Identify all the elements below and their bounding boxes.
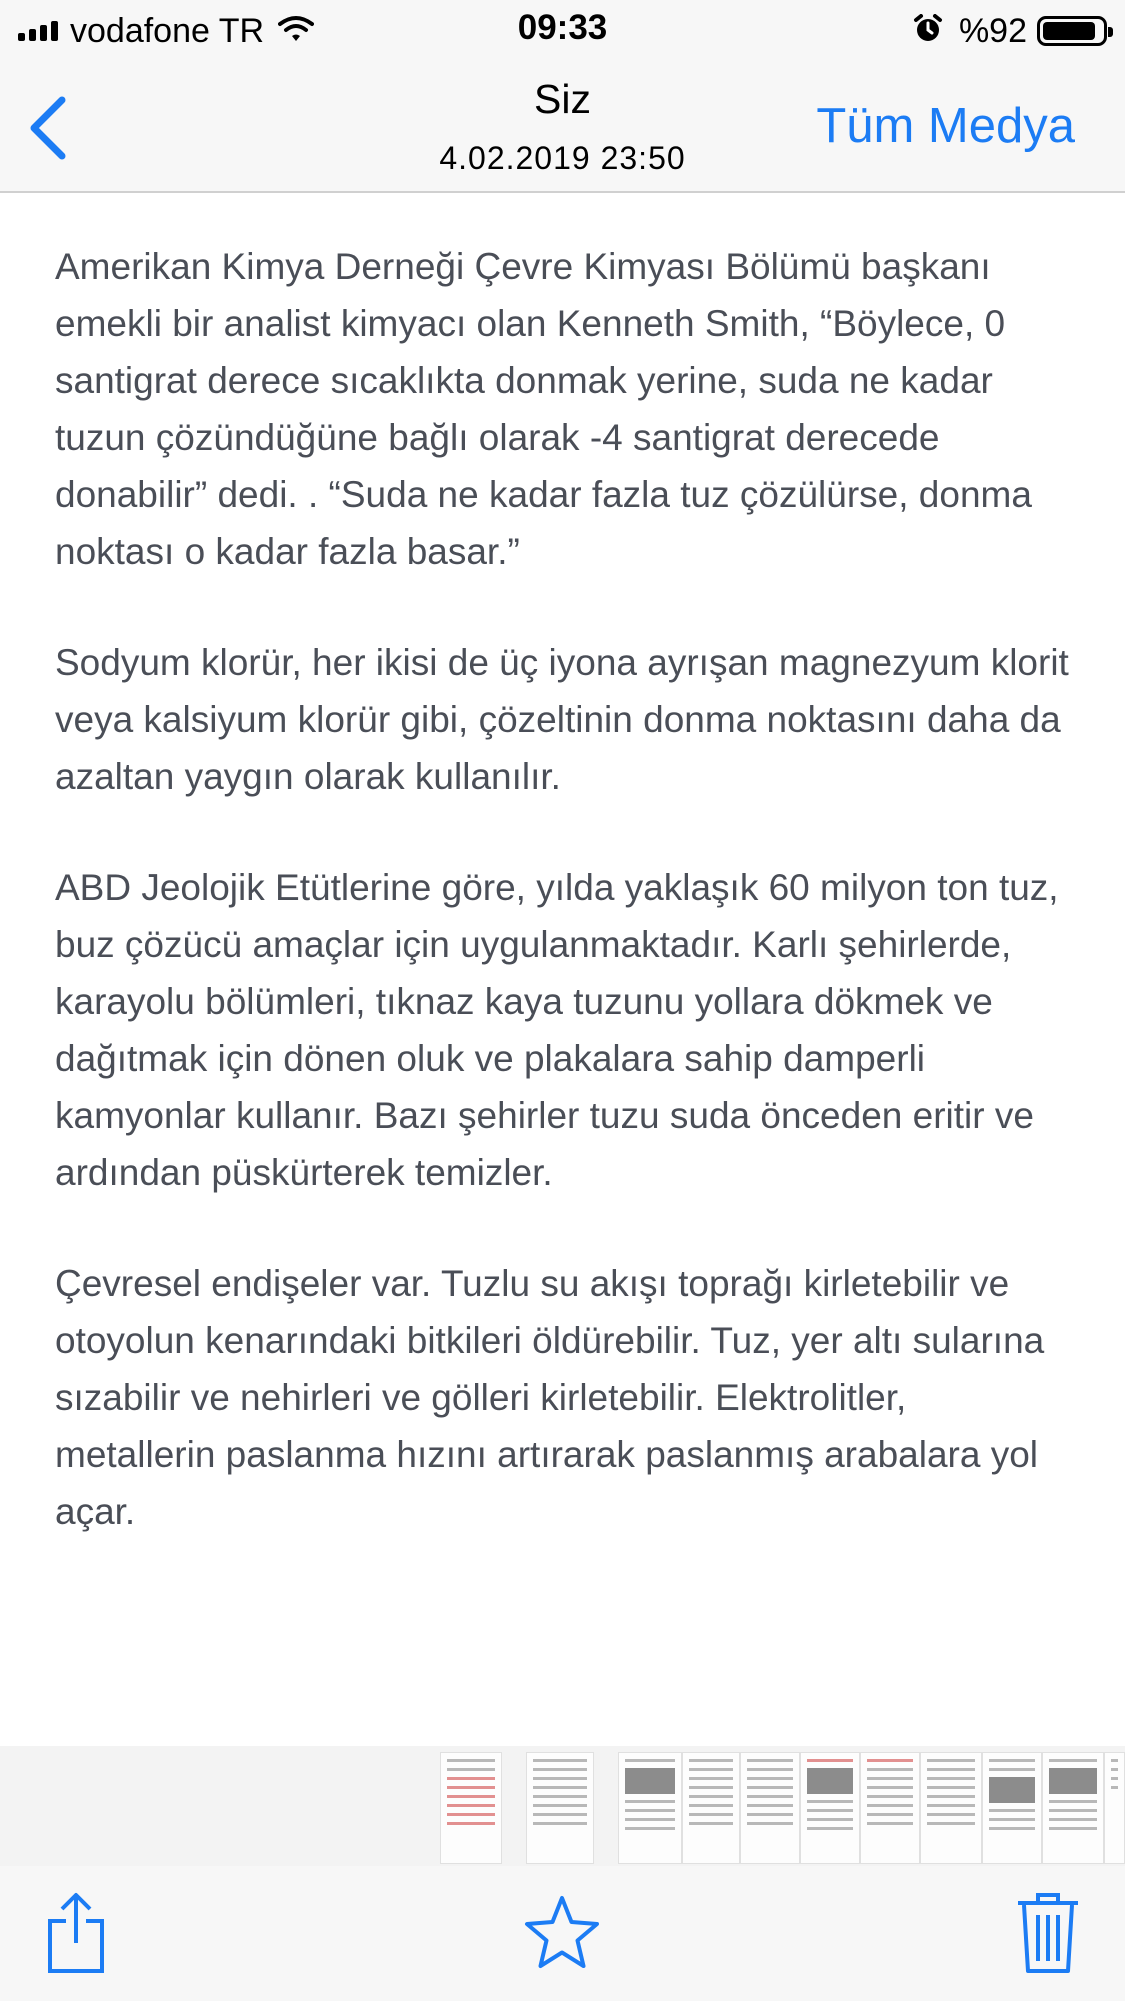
share-icon: [44, 1891, 108, 1975]
status-bar: [0, 0, 1125, 62]
thumbnail[interactable]: [800, 1752, 860, 1864]
battery-percent: %92: [958, 11, 1027, 50]
thumbnail[interactable]: [982, 1752, 1042, 1864]
star-icon: [522, 1893, 602, 1973]
status-right: [913, 10, 1107, 52]
thumbnail[interactable]: [860, 1752, 920, 1864]
article-paragraph: ABD Jeolojik Etütlerine göre, yılda yaklaşık 60 milyon ton tuz, buz çözücü amaçlar için uygulanmaktadır. Karlı şehirlerde, karayolu bölümleri, tıknaz kaya tuzunu yollara dökmek ve dağıtmak için dönen oluk ve plakalara sahip damperli kamyonlar kullanır. Bazı şehirler tuzu suda önceden eritir ve ardından püskürterek temizler.: [55, 867, 1059, 1193]
thumbnail[interactable]: [1104, 1752, 1125, 1864]
article-paragraph: Amerikan Kimya Derneği Çevre Kimyası Bölümü başkanı emekli bir analist kimyacı olan Kenneth Smith, “Böylece, 0 santigrat derece sıcaklıkta donmak yerine, suda ne kadar tuzun çözündüğüne bağlı olarak -4 santigrat derecede donabilir” dedi. . “Suda ne kadar fazla tuz çözülürse, donma noktası o kadar fazla basar.”: [55, 246, 1032, 572]
navigation-bar: [0, 62, 1125, 193]
thumbnail[interactable]: [526, 1752, 594, 1864]
delete-button[interactable]: [1008, 1888, 1088, 1978]
thumbnail[interactable]: [440, 1752, 502, 1864]
thumbnail-strip[interactable]: [0, 1746, 1125, 1866]
thumbnail[interactable]: [920, 1752, 982, 1864]
thumbnail[interactable]: [618, 1752, 682, 1864]
trash-icon: [1016, 1891, 1080, 1975]
status-time: 09:33: [517, 8, 608, 47]
article-text: [55, 238, 1075, 1594]
bottom-toolbar: [0, 1866, 1125, 2001]
article-paragraph: Çevresel endişeler var. Tuzlu su akışı toprağı kirletebilir ve otoyolun kenarındaki bitkileri öldürebilir. Tuz, yer altı sularına sızabilir ve nehirleri ve gölleri kirletebilir. Elektrolitler, metallerin paslanma hızını artırarak paslanmış arabalara yol açar.: [55, 1263, 1045, 1532]
thumbnail[interactable]: [740, 1752, 800, 1864]
all-media-button[interactable]: Tüm Medya: [816, 99, 1075, 153]
page-subtitle-datetime: 4.02.2019 23:50: [439, 140, 686, 176]
battery-icon: [1037, 16, 1107, 46]
share-button[interactable]: [36, 1888, 116, 1978]
carrier-name: vodafone TR: [70, 11, 265, 50]
thumbnail[interactable]: [1042, 1752, 1104, 1864]
page-title: Siz: [534, 76, 591, 122]
article-paragraph: Sodyum klorür, her ikisi de üç iyona ayrışan magnezyum klorit veya kalsiyum klorür gibi, çözeltinin donma noktasını daha da azaltan yaygın olarak kullanılır.: [55, 642, 1069, 797]
thumbnail[interactable]: [682, 1752, 740, 1864]
alarm-icon: [913, 14, 943, 49]
favorite-button[interactable]: [522, 1888, 602, 1978]
